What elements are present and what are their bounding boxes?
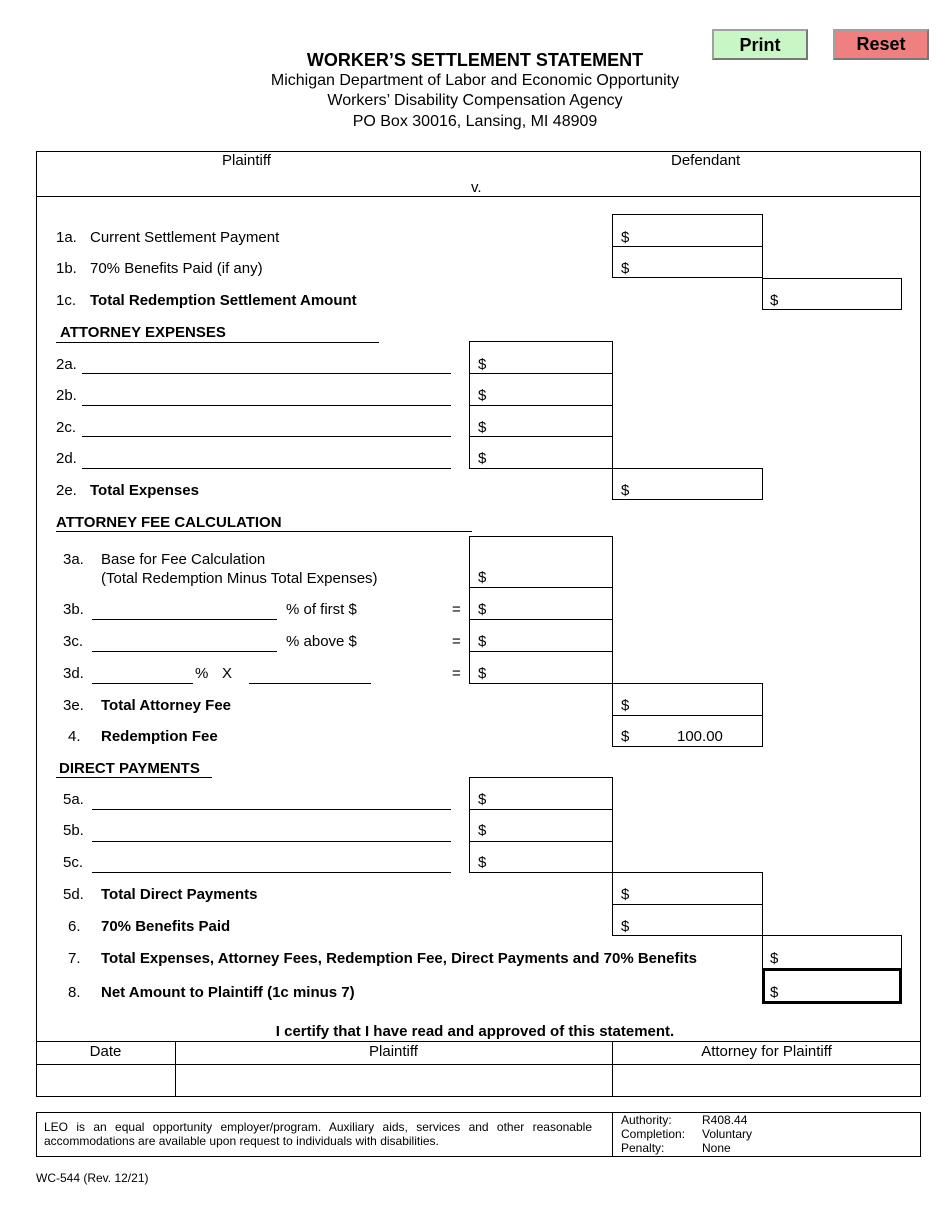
- form-title: WORKER’S SETTLEMENT STATEMENT: [306, 50, 644, 70]
- fee-calculation-heading: ATTORNEY FEE CALCULATION: [56, 514, 282, 531]
- row-5c-number: 5c.: [63, 854, 84, 871]
- percent-3d-line[interactable]: [92, 683, 193, 684]
- equal-opportunity-notice: LEO is an equal opportunity employer/program. Auxiliary aids, services and other reasonable accommodations are available upon request to individuals with disabilities.: [44, 1120, 592, 1148]
- row-3a-sublabel: (Total Redemption Minus Total Expenses): [101, 570, 378, 587]
- amount-box-1c[interactable]: [762, 278, 902, 310]
- row-5d-label: Total Direct Payments: [101, 886, 258, 903]
- reset-button[interactable]: Reset: [833, 29, 929, 60]
- defendant-label: Defendant: [671, 152, 741, 169]
- attorney-signature-label: Attorney for Plaintiff: [701, 1043, 832, 1060]
- row-5b-number: 5b.: [63, 822, 84, 839]
- plaintiff-signature-field[interactable]: [177, 1066, 610, 1096]
- attorney-signature-field[interactable]: [614, 1066, 919, 1096]
- row-3e-label: Total Attorney Fee: [101, 697, 232, 714]
- amount-box-6[interactable]: [612, 904, 763, 936]
- amount-box-1b[interactable]: [612, 246, 763, 278]
- agency-address: PO Box 30016, Lansing, MI 48909: [352, 113, 598, 130]
- amount-box-5c[interactable]: [469, 841, 613, 873]
- row-2d-number: 2d.: [56, 450, 77, 467]
- row-1b-label: 70% Benefits Paid (if any): [90, 260, 263, 277]
- row-2b-number: 2b.: [56, 387, 77, 404]
- currency-7: $: [770, 950, 779, 967]
- amount-box-3b[interactable]: [469, 587, 613, 620]
- row-5a-number: 5a.: [63, 791, 84, 808]
- amount-box-2e[interactable]: [612, 468, 763, 500]
- equals-3b: =: [452, 601, 461, 618]
- amount-box-5a[interactable]: [469, 777, 613, 810]
- row-1a-number: 1a.: [56, 229, 77, 246]
- currency-2e: $: [621, 482, 630, 499]
- row-8-number: 8.: [68, 984, 81, 1001]
- currency-3b: $: [478, 601, 487, 618]
- amount-box-2a[interactable]: [469, 341, 613, 374]
- certification-statement: I certify that I have read and approved of this statement.: [275, 1023, 675, 1040]
- row-6-number: 6.: [68, 918, 81, 935]
- row-3d-times: X: [222, 665, 233, 682]
- date-column-label: Date: [89, 1043, 122, 1060]
- amount-box-5b[interactable]: [469, 809, 613, 842]
- row-3d-percent: %: [195, 665, 209, 682]
- row-3c-label: % above $: [286, 633, 357, 650]
- completion-value: Voluntary: [702, 1127, 753, 1141]
- amount-box-5d[interactable]: [612, 872, 763, 905]
- currency-6: $: [621, 918, 630, 935]
- currency-3e: $: [621, 697, 630, 714]
- expense-2c-line[interactable]: [82, 436, 451, 437]
- currency-1a: $: [621, 229, 630, 246]
- print-button[interactable]: Print: [712, 29, 808, 60]
- currency-2a: $: [478, 356, 487, 373]
- row-7-label: Total Expenses, Attorney Fees, Redemption Fee, Direct Payments and 70% Benefits: [101, 950, 698, 967]
- amount-box-3e[interactable]: [612, 683, 763, 716]
- authority-value: R408.44: [702, 1113, 748, 1127]
- amount-box-2c[interactable]: [469, 405, 613, 437]
- currency-5b: $: [478, 822, 487, 839]
- row-2a-number: 2a.: [56, 356, 77, 373]
- row-1c-number: 1c.: [56, 292, 77, 309]
- date-field[interactable]: [38, 1066, 173, 1096]
- currency-3c: $: [478, 633, 487, 650]
- agency-line-1: Michigan Department of Labor and Economic Opportunity: [270, 72, 680, 89]
- versus-label: v.: [471, 179, 482, 196]
- amount-box-3d[interactable]: [469, 651, 613, 684]
- amount-box-2b[interactable]: [469, 373, 613, 406]
- row-1c-label: Total Redemption Settlement Amount: [90, 292, 357, 309]
- row-6-label: 70% Benefits Paid: [101, 918, 231, 935]
- authority-label: Authority:: [621, 1113, 672, 1127]
- currency-8: $: [770, 984, 779, 1001]
- currency-2c: $: [478, 419, 487, 436]
- row-1b-number: 1b.: [56, 260, 77, 277]
- form-number: WC-544 (Rev. 12/21): [36, 1171, 149, 1185]
- row-4-number: 4.: [68, 728, 81, 745]
- penalty-value: None: [702, 1141, 731, 1155]
- row-8-label: Net Amount to Plaintiff (1c minus 7): [101, 984, 355, 1001]
- currency-5d: $: [621, 886, 630, 903]
- currency-3d: $: [478, 665, 487, 682]
- row-3e-number: 3e.: [63, 697, 84, 714]
- amount-box-7[interactable]: [762, 935, 902, 969]
- expense-2d-line[interactable]: [82, 468, 451, 469]
- row-7-number: 7.: [68, 950, 81, 967]
- currency-2d: $: [478, 450, 487, 467]
- payment-5c-line[interactable]: [92, 872, 451, 873]
- percent-3b-line[interactable]: [92, 619, 277, 620]
- agency-line-2: Workers’ Disability Compensation Agency: [327, 92, 623, 109]
- plaintiff-signature-label: Plaintiff: [369, 1043, 418, 1060]
- row-3b-label: % of first $: [286, 601, 357, 618]
- amount-box-8[interactable]: [762, 968, 902, 1004]
- completion-label: Completion:: [621, 1127, 686, 1141]
- equals-3d: =: [452, 665, 461, 682]
- expense-2a-line[interactable]: [82, 373, 451, 374]
- currency-4: $: [621, 728, 630, 745]
- row-2c-number: 2c.: [56, 419, 77, 436]
- currency-5a: $: [478, 791, 487, 808]
- row-5d-number: 5d.: [63, 886, 84, 903]
- penalty-label: Penalty:: [621, 1141, 665, 1155]
- attorney-expenses-heading: ATTORNEY EXPENSES: [60, 324, 226, 341]
- row-2e-number: 2e.: [56, 482, 77, 499]
- row-3c-number: 3c.: [63, 633, 84, 650]
- defendant-name-field[interactable]: [495, 169, 915, 193]
- row-2e-label: Total Expenses: [90, 482, 199, 499]
- row-1a-label: Current Settlement Payment: [90, 229, 280, 246]
- currency-3a: $: [478, 569, 487, 586]
- currency-5c: $: [478, 854, 487, 871]
- row-3a-number: 3a.: [63, 551, 84, 568]
- row-3b-number: 3b.: [63, 601, 84, 618]
- amount-box-3c[interactable]: [469, 619, 613, 652]
- currency-1b: $: [621, 260, 630, 277]
- currency-2b: $: [478, 387, 487, 404]
- plaintiff-name-field[interactable]: [40, 169, 460, 193]
- amount-box-3a[interactable]: [469, 536, 613, 588]
- row-4-label: Redemption Fee: [101, 728, 218, 745]
- row-3a-label: Base for Fee Calculation: [101, 551, 266, 568]
- redemption-fee-value: 100.00: [677, 728, 723, 745]
- plaintiff-label: Plaintiff: [222, 152, 271, 169]
- amount-box-2d[interactable]: [469, 436, 613, 469]
- direct-payments-heading: DIRECT PAYMENTS: [59, 760, 200, 777]
- expense-2b-line[interactable]: [82, 405, 451, 406]
- row-3d-number: 3d.: [63, 665, 84, 682]
- payment-5a-line[interactable]: [92, 809, 451, 810]
- currency-1c: $: [770, 292, 779, 309]
- percent-3c-line[interactable]: [92, 651, 277, 652]
- payment-5b-line[interactable]: [92, 841, 451, 842]
- amount-box-1a[interactable]: [612, 214, 763, 247]
- multiplier-3d-line[interactable]: [249, 683, 371, 684]
- equals-3c: =: [452, 633, 461, 650]
